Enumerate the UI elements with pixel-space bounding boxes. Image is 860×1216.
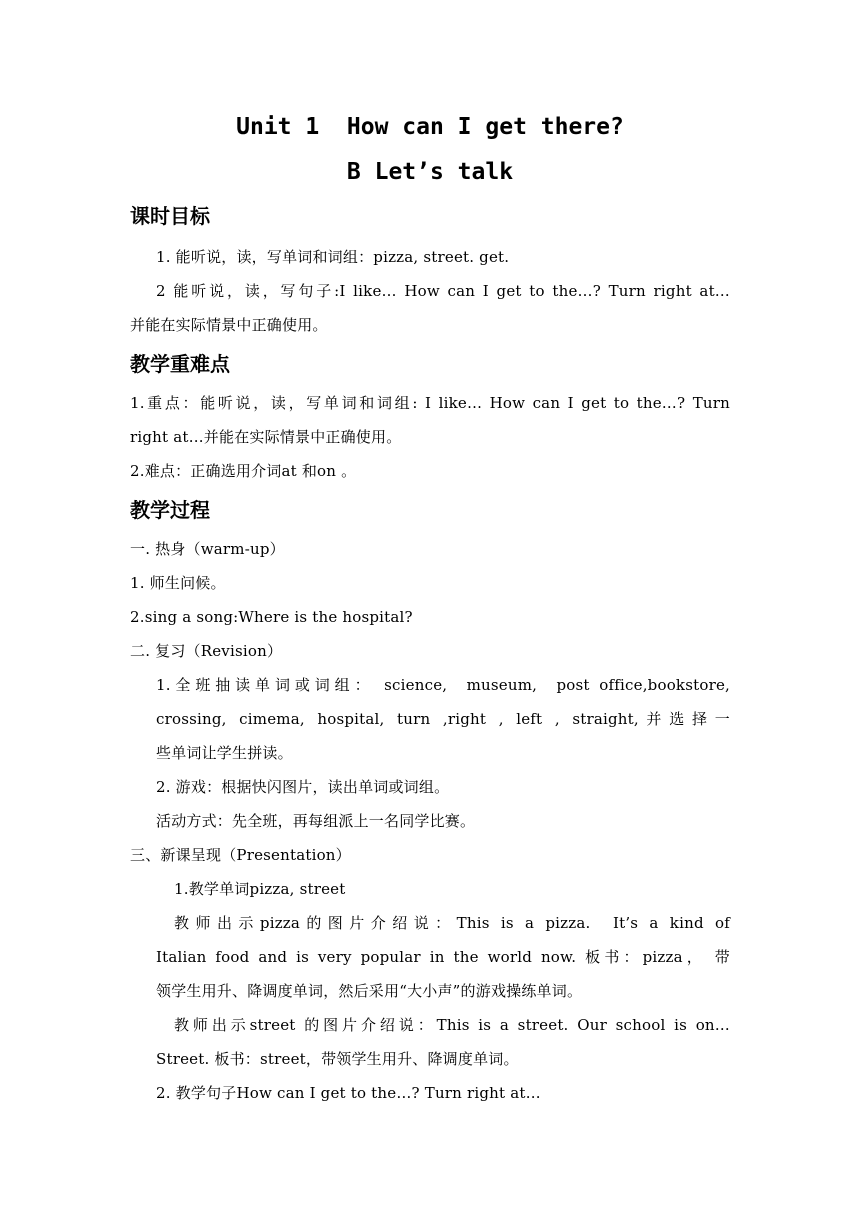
key-point-line: 2.难点：正确选用介词at 和on 。: [130, 462, 357, 480]
objective-line: 1. 能听说，读，写单词和词组：pizza, street. get.: [156, 248, 510, 266]
process-line: 三、新课呈现（Presentation）: [130, 846, 351, 864]
process-line: 2.sing a song:Where is the hospital?: [130, 608, 413, 626]
process-line: 2. 教学句子How can I get to the…? Turn right at…: [156, 1084, 541, 1102]
process-line: 一. 热身（warm-up）: [130, 540, 285, 558]
process-line: 1. 师生问候。: [130, 574, 226, 592]
process-line: 1.教学单词pizza, street: [174, 880, 346, 898]
key-point-line: right at…并能在实际情景中正确使用。: [130, 428, 402, 446]
section-heading-process: 教学过程: [130, 498, 210, 522]
process-line: Italian food and is very popular in the world now. 板书：pizza， 带: [156, 948, 730, 966]
document-subtitle: B Let’s talk: [346, 159, 514, 185]
process-line: 教师出示street 的图片介绍说：This is a street. Our school is on…: [174, 1016, 730, 1034]
key-point-line: 1.重点：能听说，读，写单词和词组: I like… How can I get to the…? Turn: [130, 394, 730, 412]
objective-line: 并能在实际情景中正确使用。: [130, 316, 328, 334]
document-title: Unit 1 How can I get there?: [236, 114, 624, 140]
process-line: 1.全班抽读单词或词组： science, museum, post office,bookstore,: [156, 676, 730, 694]
process-line: crossing, cimema, hospital, turn ,right , left , straight,并选择一: [156, 710, 730, 728]
process-line: 教师出示pizza的图片介绍说：This is a pizza. It’s a kind of: [174, 914, 730, 932]
section-heading-objectives: 课时目标: [130, 204, 210, 228]
section-heading-key-points: 教学重难点: [130, 352, 230, 376]
process-line: Street. 板书：street，带领学生用升、降调度单词。: [156, 1050, 519, 1068]
process-line: 些单词让学生拼读。: [156, 744, 293, 762]
process-line: 领学生用升、降调度单词，然后采用“大小声”的游戏操练单词。: [156, 982, 583, 1000]
process-line: 活动方式：先全班，再每组派上一名同学比赛。: [156, 812, 476, 830]
process-line: 二. 复习（Revision）: [130, 642, 283, 660]
objective-line: 2 能听说，读，写句子:I like… How can I get to the…? Turn right at…: [156, 282, 730, 300]
process-line: 2. 游戏：根据快闪图片，读出单词或词组。: [156, 778, 450, 796]
